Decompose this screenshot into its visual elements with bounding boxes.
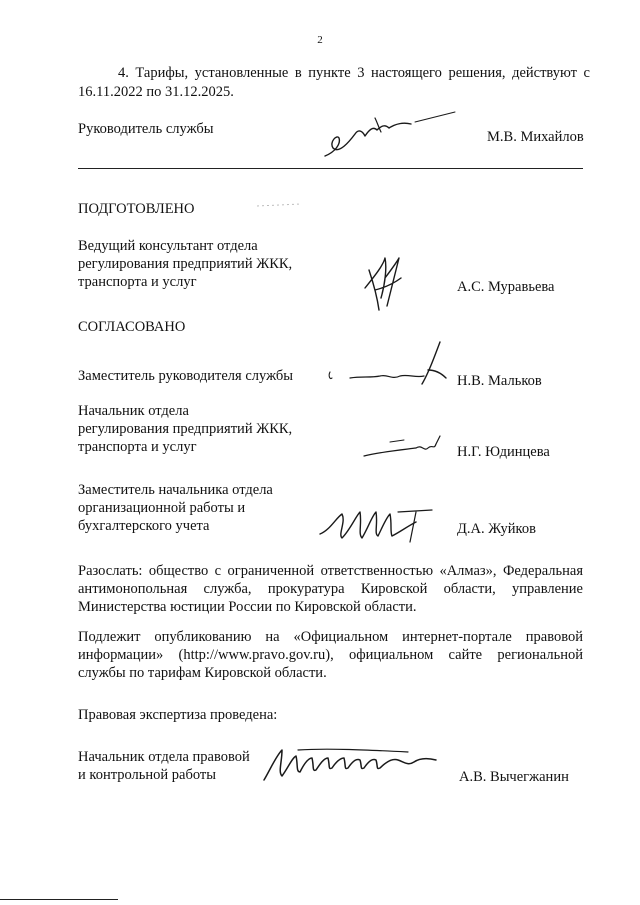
prepared-name: А.С. Муравьева xyxy=(457,279,555,295)
signer-3-signature xyxy=(312,500,437,550)
prepared-position-line-1: Ведущий консультант отдела xyxy=(78,238,258,254)
footnote-rule xyxy=(0,899,118,900)
signer-3-position-line-3: бухгалтерского учета xyxy=(78,518,210,534)
faint-mark xyxy=(255,200,305,212)
signer-2-name: Н.Г. Юдинцева xyxy=(457,444,550,460)
signer-2-position-line-3: транспорта и услуг xyxy=(78,439,197,455)
clause-4-line-2: 16.11.2022 по 31.12.2025. xyxy=(78,84,234,100)
distribution-line-3: Министерства юстиции России по Кировской области. xyxy=(78,599,417,615)
signer-2-signature xyxy=(360,430,450,465)
signer-1-position: Заместитель руководителя службы xyxy=(78,368,294,384)
publication-line-1: Подлежит опубликованию на «Официальном интернет-портале правовой xyxy=(78,629,583,645)
expertise-position-line-1: Начальник отдела правовой xyxy=(78,749,250,765)
signer-1-signature xyxy=(322,340,462,395)
signer-3-position-line-2: организационной работы и xyxy=(78,500,246,516)
expertise-position-line-2: и контрольной работы xyxy=(78,767,216,783)
prepared-position-line-3: транспорта и услуг xyxy=(78,274,197,290)
signer-3-name: Д.А. Жуйков xyxy=(457,521,536,537)
distribution-line-1: Разослать: общество с ограниченной ответственностью «Алмаз», Федеральная xyxy=(78,563,583,579)
expertise-name: А.В. Вычегжанин xyxy=(459,769,569,785)
publication-line-3: службы по тарифам Кировской области. xyxy=(78,665,327,681)
signer-3-position-line-1: Заместитель начальника отдела xyxy=(78,482,273,498)
prepared-signature xyxy=(355,248,415,318)
signer-1-name: Н.В. Мальков xyxy=(457,373,542,389)
signer-2-position-line-1: Начальник отдела xyxy=(78,403,189,419)
expertise-statement: Правовая экспертиза проведена: xyxy=(78,707,278,723)
agreed-heading: СОГЛАСОВАНО xyxy=(78,319,186,335)
clause-4-line-1: 4. Тарифы, установленные в пункте 3 настоящего решения, действуют с xyxy=(118,65,590,81)
signer-2-position-line-2: регулирования предприятий ЖКК, xyxy=(78,421,293,437)
publication-line-2: информации» (http://www.pravo.gov.ru), официальном сайте региональной xyxy=(78,647,583,663)
head-name: М.В. Михайлов xyxy=(487,129,584,145)
prepared-heading: ПОДГОТОВЛЕНО xyxy=(78,201,195,217)
prepared-position-line-2: регулирования предприятий ЖКК, xyxy=(78,256,293,272)
head-title: Руководитель службы xyxy=(78,121,214,137)
expertise-signature xyxy=(258,740,443,790)
divider-line xyxy=(78,168,583,169)
head-signature xyxy=(315,108,465,168)
distribution-line-2: антимонопольная служба, прокуратура Кировской области, управление xyxy=(78,581,583,597)
page-number: 2 xyxy=(317,34,323,46)
